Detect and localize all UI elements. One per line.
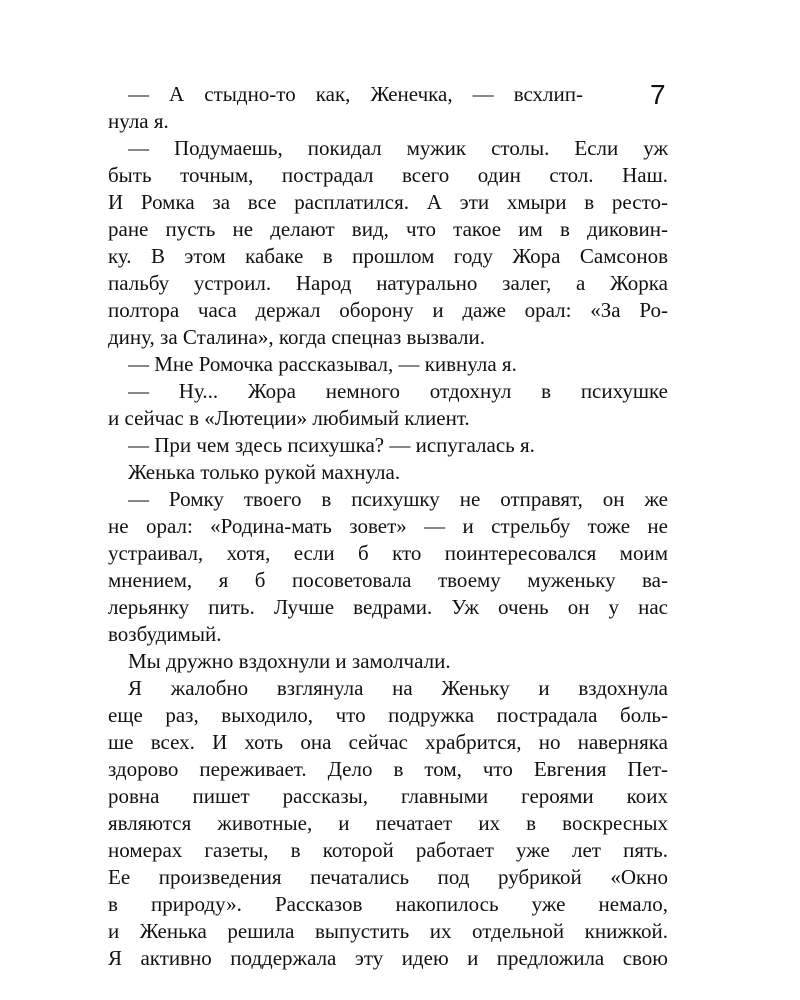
text-line: — Мне Ромочка рассказывал, — кивнула я.	[128, 352, 517, 376]
page-number: 7	[650, 79, 666, 110]
text-line: являются животные, и печатает их в воскресных	[108, 811, 668, 835]
text-line: Женька только рукой махнула.	[128, 460, 401, 484]
text-line: полтора часа держал оборону и даже орал: «За Ро-	[108, 298, 668, 322]
text-line: быть точным, пострадал всего один стол. Наш.	[108, 163, 668, 187]
text-line: ше всех. И хоть она сейчас храбрится, но наверняка	[108, 730, 668, 754]
text-line: здорово переживает. Дело в том, что Евгения Пет-	[108, 757, 668, 781]
text-line: в природу». Рассказов накопилось уже немало,	[108, 892, 668, 916]
text-line: лерьянку пить. Лучше ведрами. Уж очень он у нас	[108, 595, 668, 619]
text-line: устраивал, хотя, если б кто поинтересовался моим	[108, 541, 668, 565]
text-line: — Ну... Жора немного отдохнул в психушке	[128, 379, 668, 403]
text-line: пальбу устроил. Народ натурально залег, а Жорка	[108, 271, 668, 295]
text-line: Мы дружно вздохнули и замолчали.	[128, 649, 451, 673]
text-line: и сейчас в «Лютеции» любимый клиент.	[108, 406, 470, 430]
text-line: — При чем здесь психушка? — испугалась я.	[128, 433, 535, 457]
text-line: Ее произведения печатались под рубрикой «Окно	[108, 865, 668, 889]
text-line: ку. В этом кабаке в прошлом году Жора Самсонов	[108, 244, 668, 268]
body-text	[108, 81, 668, 972]
text-line: мнением, я б посоветовала твоему муженьку ва-	[108, 568, 668, 592]
text-line: И Ромка за все расплатился. А эти хмыри в ресто-	[108, 190, 668, 214]
text-line: Я жалобно взглянула на Женьку и вздохнула	[128, 676, 668, 700]
text-line: не орал: «Родина-мать зовет» — и стрельбу тоже не	[108, 514, 668, 538]
text-line: еще раз, выходило, что подружка пострадала боль-	[108, 703, 668, 727]
text-line: ране пусть не делают вид, что такое им в диковин-	[108, 217, 668, 241]
text-line: — Подумаешь, покидал мужик столы. Если уж	[128, 136, 668, 160]
text-line: Я активно поддержала эту идею и предложила свою	[108, 946, 668, 970]
text-line: номерах газеты, в которой работает уже лет пять.	[108, 838, 668, 862]
text-line: — Ромку твоего в психушку не отправят, он же	[128, 487, 668, 511]
text-line: ровна пишет рассказы, главными героями коих	[108, 784, 668, 808]
text-line: — А стыдно-то как, Женечка, — всхлип-	[128, 82, 583, 106]
text-line: нула я.	[108, 109, 169, 133]
text-line: возбудимый.	[108, 622, 222, 646]
text-line: дину, за Сталина», когда спецназ вызвали.	[108, 325, 485, 349]
text-line: и Женька решила выпустить их отдельной книжкой.	[108, 919, 668, 943]
